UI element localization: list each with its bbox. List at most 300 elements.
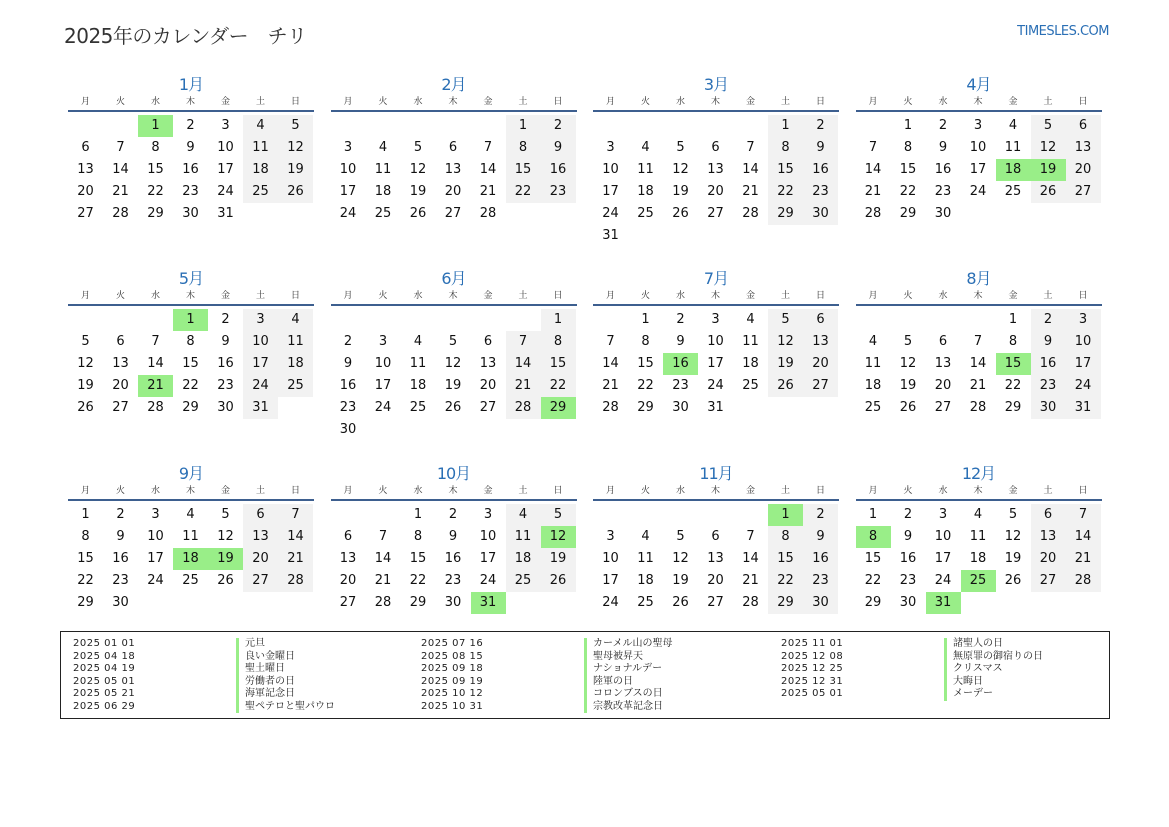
day-cell[interactable]: 23 <box>803 570 838 592</box>
day-cell[interactable]: 14 <box>112 162 129 177</box>
day-cell[interactable]: 21 <box>506 375 541 397</box>
day-cell[interactable]: 28 <box>278 570 313 592</box>
day-cell[interactable]: 1 <box>641 312 650 327</box>
day-cell[interactable]: 4 <box>506 504 541 526</box>
day-cell[interactable]: 13 <box>112 356 129 371</box>
day-cell[interactable]: 28 <box>742 595 759 610</box>
day-cell[interactable]: 5 <box>1008 507 1018 522</box>
day-cell[interactable]: 24 <box>602 206 619 221</box>
day-cell[interactable]: 23 <box>672 378 689 393</box>
day-cell[interactable]: 27 <box>934 400 952 415</box>
day-cell[interactable]: 9 <box>1031 331 1066 353</box>
day-cell[interactable]: 15 <box>182 356 199 371</box>
day-cell[interactable]: 17 <box>1066 353 1101 375</box>
day-cell[interactable]: 26 <box>899 400 917 415</box>
day-cell[interactable]: 24 <box>217 184 234 199</box>
day-cell[interactable]: 21 <box>278 548 313 570</box>
day-cell[interactable]: 31 <box>243 397 278 419</box>
day-cell[interactable]: 9 <box>676 334 685 349</box>
day-cell[interactable]: 28 <box>1066 570 1101 592</box>
day-cell[interactable]: 10 <box>602 551 619 566</box>
day-cell[interactable]: 23 <box>803 181 838 203</box>
day-cell[interactable]: 8 <box>768 526 803 548</box>
day-cell[interactable]: 9 <box>803 137 838 159</box>
day-cell[interactable]: 11 <box>506 526 541 548</box>
day-cell[interactable]: 6 <box>81 140 90 155</box>
day-cell[interactable]: 29 <box>77 595 94 610</box>
day-cell[interactable]: 21 <box>112 184 129 199</box>
day-cell[interactable]: 5 <box>676 140 685 155</box>
day-cell[interactable]: 12 <box>278 137 313 159</box>
day-cell[interactable]: 22 <box>864 573 882 588</box>
day-cell[interactable]: 19 <box>444 378 462 393</box>
day-cell[interactable]: 7 <box>973 334 983 349</box>
day-cell[interactable]: 24 <box>1066 375 1101 397</box>
day-cell[interactable]: 17 <box>602 184 619 199</box>
day-cell[interactable]: 2 <box>186 118 195 133</box>
day-cell[interactable]: 30 <box>444 595 462 610</box>
day-cell[interactable]: 18 <box>278 353 313 375</box>
day-cell[interactable]: 4 <box>746 312 755 327</box>
day-cell[interactable]: 12 <box>672 551 689 566</box>
day-cell[interactable]: 14 <box>147 356 164 371</box>
day-cell[interactable]: 6 <box>243 504 278 526</box>
day-cell[interactable]: 23 <box>541 181 576 203</box>
day-cell[interactable]: 22 <box>899 184 917 199</box>
day-cell[interactable]: 19 <box>77 378 94 393</box>
day-cell[interactable]: 29 <box>899 206 917 221</box>
day-cell[interactable]: 18 <box>409 378 427 393</box>
day-cell[interactable]: 5 <box>541 504 576 526</box>
day-cell[interactable]: 2 <box>938 118 948 133</box>
day-cell[interactable]: 2 <box>448 507 458 522</box>
day-cell[interactable]: 25 <box>409 400 427 415</box>
day-cell[interactable]: 5 <box>768 309 803 331</box>
day-cell[interactable]: 14 <box>278 526 313 548</box>
day-cell[interactable]: 16 <box>182 162 199 177</box>
day-cell[interactable]: 16 <box>803 548 838 570</box>
day-cell[interactable]: 27 <box>112 400 129 415</box>
day-cell[interactable]: 4 <box>973 507 983 522</box>
day-cell[interactable]: 27 <box>339 595 357 610</box>
day-cell[interactable]: 2 <box>803 504 838 526</box>
day-cell[interactable]: 7 <box>506 331 541 353</box>
day-cell[interactable]: 13 <box>444 162 462 177</box>
day-cell[interactable]: 6 <box>343 529 353 544</box>
day-cell[interactable]: 17 <box>934 551 952 566</box>
day-cell[interactable]: 24 <box>602 595 619 610</box>
day-cell[interactable]: 21 <box>864 184 882 199</box>
day-cell[interactable]: 31 <box>217 206 234 221</box>
day-cell[interactable]: 26 <box>217 573 234 588</box>
day-cell[interactable]: 12 <box>1031 137 1066 159</box>
day-cell[interactable]: 26 <box>278 181 313 203</box>
day-cell[interactable]: 23 <box>1031 375 1066 397</box>
day-cell[interactable]: 1 <box>81 507 90 522</box>
day-cell[interactable]: 6 <box>483 334 493 349</box>
day-cell[interactable]: 16 <box>1031 353 1066 375</box>
day-cell[interactable]: 28 <box>147 400 164 415</box>
day-cell[interactable]: 25 <box>278 375 313 397</box>
day-cell[interactable]: 16 <box>112 551 129 566</box>
holiday-day-cell[interactable]: 15 <box>996 353 1031 375</box>
day-cell[interactable]: 19 <box>672 184 689 199</box>
day-cell[interactable]: 30 <box>899 595 917 610</box>
day-cell[interactable]: 16 <box>444 551 462 566</box>
day-cell[interactable]: 28 <box>374 595 392 610</box>
day-cell[interactable]: 15 <box>864 551 882 566</box>
day-cell[interactable]: 2 <box>221 312 230 327</box>
day-cell[interactable]: 8 <box>1008 334 1018 349</box>
day-cell[interactable]: 6 <box>116 334 125 349</box>
day-cell[interactable]: 3 <box>343 140 353 155</box>
day-cell[interactable]: 22 <box>147 184 164 199</box>
day-cell[interactable]: 20 <box>479 378 497 393</box>
day-cell[interactable]: 15 <box>768 159 803 181</box>
day-cell[interactable]: 27 <box>1031 570 1066 592</box>
day-cell[interactable]: 27 <box>77 206 94 221</box>
holiday-day-cell[interactable]: 12 <box>541 526 576 548</box>
day-cell[interactable]: 8 <box>506 137 541 159</box>
day-cell[interactable]: 6 <box>938 334 948 349</box>
day-cell[interactable]: 27 <box>707 595 724 610</box>
holiday-day-cell[interactable]: 31 <box>926 592 961 614</box>
day-cell[interactable]: 8 <box>151 140 160 155</box>
day-cell[interactable]: 10 <box>602 162 619 177</box>
day-cell[interactable]: 22 <box>409 573 427 588</box>
day-cell[interactable]: 21 <box>479 184 497 199</box>
day-cell[interactable]: 7 <box>151 334 160 349</box>
day-cell[interactable]: 26 <box>768 375 803 397</box>
holiday-day-cell[interactable]: 19 <box>208 548 243 570</box>
day-cell[interactable]: 25 <box>506 570 541 592</box>
day-cell[interactable]: 3 <box>973 118 983 133</box>
day-cell[interactable]: 3 <box>243 309 278 331</box>
day-cell[interactable]: 1 <box>1008 312 1018 327</box>
day-cell[interactable]: 1 <box>868 507 878 522</box>
day-cell[interactable]: 13 <box>707 162 724 177</box>
day-cell[interactable]: 16 <box>934 162 952 177</box>
day-cell[interactable]: 4 <box>278 309 313 331</box>
day-cell[interactable]: 4 <box>243 115 278 137</box>
day-cell[interactable]: 19 <box>768 353 803 375</box>
day-cell[interactable]: 22 <box>506 181 541 203</box>
day-cell[interactable]: 2 <box>803 115 838 137</box>
day-cell[interactable]: 3 <box>606 140 615 155</box>
day-cell[interactable]: 7 <box>746 529 755 544</box>
day-cell[interactable]: 28 <box>864 206 882 221</box>
day-cell[interactable]: 31 <box>602 228 619 243</box>
holiday-day-cell[interactable]: 31 <box>471 592 506 614</box>
day-cell[interactable]: 27 <box>1066 181 1101 203</box>
day-cell[interactable]: 10 <box>1066 331 1101 353</box>
day-cell[interactable]: 20 <box>339 573 357 588</box>
day-cell[interactable]: 26 <box>409 206 427 221</box>
day-cell[interactable]: 4 <box>641 140 650 155</box>
day-cell[interactable]: 19 <box>541 548 576 570</box>
day-cell[interactable]: 3 <box>378 334 388 349</box>
day-cell[interactable]: 22 <box>768 570 803 592</box>
day-cell[interactable]: 19 <box>409 184 427 199</box>
day-cell[interactable]: 11 <box>742 334 759 349</box>
holiday-day-cell[interactable]: 29 <box>541 397 576 419</box>
holiday-day-cell[interactable]: 1 <box>768 504 803 526</box>
day-cell[interactable]: 13 <box>1066 137 1101 159</box>
day-cell[interactable]: 17 <box>707 356 724 371</box>
day-cell[interactable]: 9 <box>186 140 195 155</box>
day-cell[interactable]: 27 <box>479 400 497 415</box>
day-cell[interactable]: 18 <box>374 184 392 199</box>
day-cell[interactable]: 15 <box>899 162 917 177</box>
day-cell[interactable]: 30 <box>803 203 838 225</box>
day-cell[interactable]: 21 <box>742 184 759 199</box>
day-cell[interactable]: 8 <box>81 529 90 544</box>
day-cell[interactable]: 23 <box>182 184 199 199</box>
day-cell[interactable]: 14 <box>506 353 541 375</box>
day-cell[interactable]: 5 <box>413 140 423 155</box>
day-cell[interactable]: 15 <box>506 159 541 181</box>
day-cell[interactable]: 12 <box>768 331 803 353</box>
day-cell[interactable]: 10 <box>217 140 234 155</box>
day-cell[interactable]: 23 <box>339 400 357 415</box>
day-cell[interactable]: 6 <box>711 529 720 544</box>
day-cell[interactable]: 22 <box>77 573 94 588</box>
day-cell[interactable]: 22 <box>541 375 576 397</box>
day-cell[interactable]: 29 <box>637 400 654 415</box>
day-cell[interactable]: 8 <box>413 529 423 544</box>
day-cell[interactable]: 25 <box>637 206 654 221</box>
day-cell[interactable]: 3 <box>606 529 615 544</box>
day-cell[interactable]: 7 <box>378 529 388 544</box>
day-cell[interactable]: 12 <box>672 162 689 177</box>
holiday-day-cell[interactable]: 8 <box>856 526 891 548</box>
day-cell[interactable]: 28 <box>602 400 619 415</box>
day-cell[interactable]: 7 <box>116 140 125 155</box>
day-cell[interactable]: 6 <box>803 309 838 331</box>
day-cell[interactable]: 25 <box>864 400 882 415</box>
day-cell[interactable]: 6 <box>1066 115 1101 137</box>
day-cell[interactable]: 28 <box>506 397 541 419</box>
day-cell[interactable]: 11 <box>243 137 278 159</box>
day-cell[interactable]: 6 <box>711 140 720 155</box>
day-cell[interactable]: 20 <box>1066 159 1101 181</box>
day-cell[interactable]: 25 <box>1004 184 1022 199</box>
day-cell[interactable]: 12 <box>899 356 917 371</box>
day-cell[interactable]: 2 <box>116 507 125 522</box>
day-cell[interactable]: 11 <box>637 551 654 566</box>
day-cell[interactable]: 28 <box>479 206 497 221</box>
day-cell[interactable]: 2 <box>676 312 685 327</box>
day-cell[interactable]: 11 <box>864 356 882 371</box>
day-cell[interactable]: 25 <box>374 206 392 221</box>
day-cell[interactable]: 24 <box>147 573 164 588</box>
day-cell[interactable]: 24 <box>243 375 278 397</box>
day-cell[interactable]: 29 <box>768 203 803 225</box>
day-cell[interactable]: 17 <box>243 353 278 375</box>
holiday-day-cell[interactable]: 21 <box>138 375 173 397</box>
day-cell[interactable]: 20 <box>444 184 462 199</box>
day-cell[interactable]: 22 <box>1004 378 1022 393</box>
day-cell[interactable]: 16 <box>899 551 917 566</box>
day-cell[interactable]: 9 <box>448 529 458 544</box>
day-cell[interactable]: 27 <box>707 206 724 221</box>
day-cell[interactable]: 4 <box>641 529 650 544</box>
day-cell[interactable]: 15 <box>541 353 576 375</box>
day-cell[interactable]: 19 <box>672 573 689 588</box>
day-cell[interactable]: 14 <box>602 356 619 371</box>
day-cell[interactable]: 4 <box>186 507 195 522</box>
day-cell[interactable]: 6 <box>448 140 458 155</box>
day-cell[interactable]: 9 <box>116 529 125 544</box>
day-cell[interactable]: 17 <box>374 378 392 393</box>
day-cell[interactable]: 1 <box>413 507 423 522</box>
day-cell[interactable]: 13 <box>339 551 357 566</box>
day-cell[interactable]: 10 <box>243 331 278 353</box>
day-cell[interactable]: 5 <box>448 334 458 349</box>
day-cell[interactable]: 5 <box>221 507 230 522</box>
day-cell[interactable]: 9 <box>803 526 838 548</box>
day-cell[interactable]: 15 <box>768 548 803 570</box>
day-cell[interactable]: 2 <box>343 334 353 349</box>
day-cell[interactable]: 9 <box>221 334 230 349</box>
holiday-day-cell[interactable]: 25 <box>961 570 996 592</box>
day-cell[interactable]: 15 <box>409 551 427 566</box>
holiday-day-cell[interactable]: 19 <box>1031 159 1066 181</box>
day-cell[interactable]: 7 <box>483 140 493 155</box>
day-cell[interactable]: 17 <box>479 551 497 566</box>
day-cell[interactable]: 11 <box>374 162 392 177</box>
day-cell[interactable]: 19 <box>1004 551 1022 566</box>
day-cell[interactable]: 20 <box>77 184 94 199</box>
day-cell[interactable]: 7 <box>868 140 878 155</box>
day-cell[interactable]: 10 <box>707 334 724 349</box>
day-cell[interactable]: 14 <box>742 551 759 566</box>
day-cell[interactable]: 14 <box>1066 526 1101 548</box>
day-cell[interactable]: 11 <box>182 529 199 544</box>
day-cell[interactable]: 20 <box>112 378 129 393</box>
day-cell[interactable]: 25 <box>742 378 759 393</box>
day-cell[interactable]: 24 <box>707 378 724 393</box>
day-cell[interactable]: 26 <box>541 570 576 592</box>
day-cell[interactable]: 8 <box>641 334 650 349</box>
day-cell[interactable]: 9 <box>343 356 353 371</box>
day-cell[interactable]: 24 <box>339 206 357 221</box>
day-cell[interactable]: 23 <box>934 184 952 199</box>
day-cell[interactable]: 28 <box>112 206 129 221</box>
day-cell[interactable]: 9 <box>903 529 913 544</box>
day-cell[interactable]: 5 <box>1031 115 1066 137</box>
day-cell[interactable]: 6 <box>1031 504 1066 526</box>
day-cell[interactable]: 31 <box>1066 397 1101 419</box>
day-cell[interactable]: 15 <box>147 162 164 177</box>
day-cell[interactable]: 2 <box>1031 309 1066 331</box>
day-cell[interactable]: 29 <box>147 206 164 221</box>
day-cell[interactable]: 27 <box>243 570 278 592</box>
day-cell[interactable]: 13 <box>803 331 838 353</box>
day-cell[interactable]: 2 <box>903 507 913 522</box>
day-cell[interactable]: 21 <box>969 378 987 393</box>
day-cell[interactable]: 16 <box>803 159 838 181</box>
day-cell[interactable]: 9 <box>541 137 576 159</box>
day-cell[interactable]: 17 <box>217 162 234 177</box>
day-cell[interactable]: 30 <box>339 422 357 437</box>
day-cell[interactable]: 27 <box>803 375 838 397</box>
day-cell[interactable]: 8 <box>903 140 913 155</box>
day-cell[interactable]: 13 <box>243 526 278 548</box>
day-cell[interactable]: 11 <box>1004 140 1022 155</box>
day-cell[interactable]: 20 <box>1031 548 1066 570</box>
day-cell[interactable]: 14 <box>969 356 987 371</box>
day-cell[interactable]: 30 <box>182 206 199 221</box>
holiday-day-cell[interactable]: 18 <box>996 159 1031 181</box>
day-cell[interactable]: 17 <box>969 162 987 177</box>
day-cell[interactable]: 18 <box>637 184 654 199</box>
day-cell[interactable]: 21 <box>374 573 392 588</box>
day-cell[interactable]: 3 <box>938 507 948 522</box>
day-cell[interactable]: 7 <box>278 504 313 526</box>
day-cell[interactable]: 18 <box>506 548 541 570</box>
day-cell[interactable]: 10 <box>934 529 952 544</box>
day-cell[interactable]: 4 <box>868 334 878 349</box>
holiday-day-cell[interactable]: 1 <box>138 115 173 137</box>
day-cell[interactable]: 30 <box>803 592 838 614</box>
day-cell[interactable]: 4 <box>378 140 388 155</box>
day-cell[interactable]: 29 <box>409 595 427 610</box>
day-cell[interactable]: 18 <box>864 378 882 393</box>
holiday-day-cell[interactable]: 18 <box>173 548 208 570</box>
day-cell[interactable]: 16 <box>541 159 576 181</box>
day-cell[interactable]: 3 <box>221 118 230 133</box>
day-cell[interactable]: 27 <box>444 206 462 221</box>
day-cell[interactable]: 15 <box>77 551 94 566</box>
day-cell[interactable]: 29 <box>1004 400 1022 415</box>
day-cell[interactable]: 18 <box>243 159 278 181</box>
day-cell[interactable]: 22 <box>182 378 199 393</box>
day-cell[interactable]: 21 <box>1066 548 1101 570</box>
day-cell[interactable]: 21 <box>602 378 619 393</box>
day-cell[interactable]: 29 <box>182 400 199 415</box>
day-cell[interactable]: 30 <box>1031 397 1066 419</box>
day-cell[interactable]: 28 <box>742 206 759 221</box>
day-cell[interactable]: 3 <box>151 507 160 522</box>
day-cell[interactable]: 21 <box>742 573 759 588</box>
day-cell[interactable]: 4 <box>1008 118 1018 133</box>
day-cell[interactable]: 16 <box>339 378 357 393</box>
day-cell[interactable]: 1 <box>506 115 541 137</box>
day-cell[interactable]: 31 <box>707 400 724 415</box>
day-cell[interactable]: 20 <box>934 378 952 393</box>
day-cell[interactable]: 11 <box>969 529 987 544</box>
day-cell[interactable]: 4 <box>413 334 423 349</box>
day-cell[interactable]: 10 <box>147 529 164 544</box>
day-cell[interactable]: 5 <box>903 334 913 349</box>
day-cell[interactable]: 22 <box>637 378 654 393</box>
day-cell[interactable]: 10 <box>479 529 497 544</box>
day-cell[interactable]: 18 <box>637 573 654 588</box>
day-cell[interactable]: 3 <box>711 312 720 327</box>
day-cell[interactable]: 12 <box>1004 529 1022 544</box>
day-cell[interactable]: 26 <box>1031 181 1066 203</box>
day-cell[interactable]: 26 <box>672 206 689 221</box>
day-cell[interactable]: 25 <box>637 595 654 610</box>
day-cell[interactable]: 8 <box>768 137 803 159</box>
day-cell[interactable]: 10 <box>339 162 357 177</box>
day-cell[interactable]: 12 <box>444 356 462 371</box>
day-cell[interactable]: 25 <box>182 573 199 588</box>
day-cell[interactable]: 13 <box>707 551 724 566</box>
day-cell[interactable]: 13 <box>1031 526 1066 548</box>
day-cell[interactable]: 14 <box>479 162 497 177</box>
